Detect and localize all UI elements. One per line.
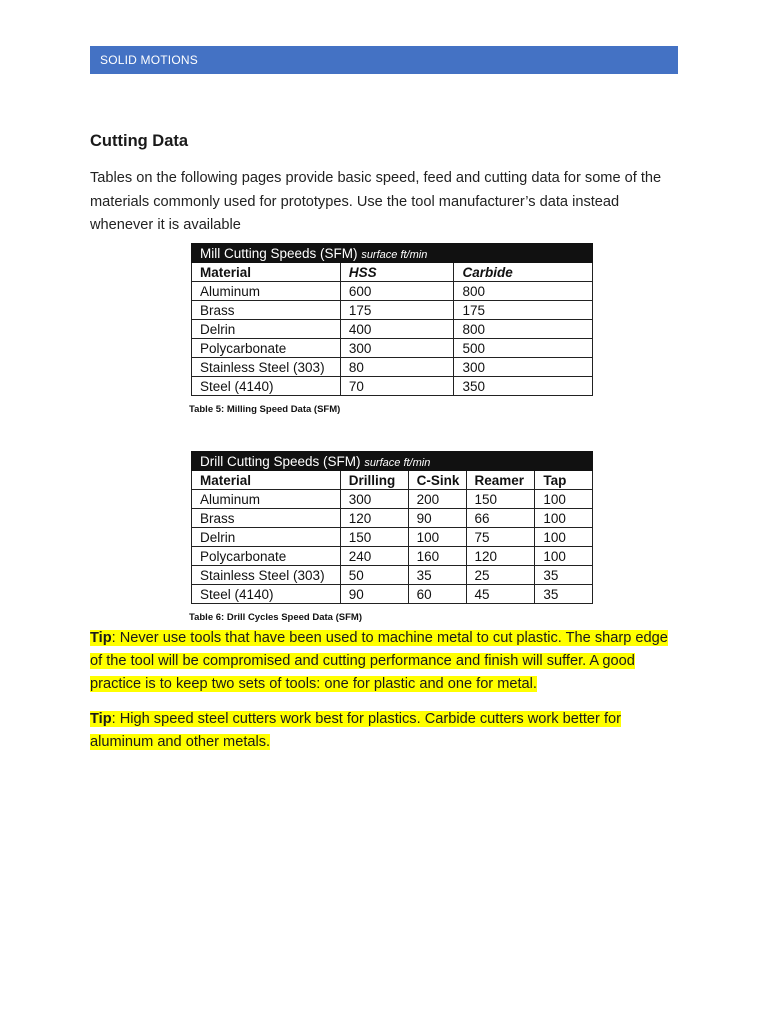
table-row: [192, 301, 593, 320]
table-cell: 300: [340, 339, 454, 358]
table-cell: Steel (4140): [192, 585, 341, 604]
table-cell: 175: [340, 301, 454, 320]
drill-speed-table: [191, 451, 593, 604]
table-subtitle: surface ft/min: [361, 248, 428, 261]
table-cell: 100: [535, 528, 593, 547]
column-header: Reamer: [466, 471, 535, 490]
table-caption: Table 5: Milling Speed Data (SFM): [189, 404, 341, 415]
table-cell: Delrin: [192, 320, 341, 339]
table-cell: Aluminum: [192, 490, 341, 509]
table-cell: 100: [535, 547, 593, 566]
table-title: Mill Cutting Speeds (SFM): [200, 245, 358, 261]
table-cell: 25: [466, 566, 535, 585]
header-label: SOLID MOTIONS: [100, 53, 198, 67]
table-cell: 200: [408, 490, 466, 509]
table-cell: 60: [408, 585, 466, 604]
table-cell: Brass: [192, 509, 341, 528]
column-header: Drilling: [340, 471, 408, 490]
table-cell: 50: [340, 566, 408, 585]
table-cell: Brass: [192, 301, 341, 320]
table-cell: 70: [340, 377, 454, 396]
intro-paragraph: Tables on the following pages provide basic speed, feed and cutting data for some of the materials commonly used for prototypes. Use the tool manufacturer’s data instead whenever it is available: [90, 170, 662, 233]
table-row: [192, 566, 593, 585]
table-cell: 300: [340, 490, 408, 509]
table-cell: Delrin: [192, 528, 341, 547]
table-cell: 45: [466, 585, 535, 604]
table-row: [192, 547, 593, 566]
table-cell: 120: [340, 509, 408, 528]
table-cell: 350: [454, 377, 593, 396]
tip-paragraph: [90, 627, 682, 697]
table-cell: 100: [535, 509, 593, 528]
table-cell: 90: [408, 509, 466, 528]
table-cell: 600: [340, 282, 454, 301]
tip-paragraph: [90, 708, 682, 754]
table-cell: 35: [408, 566, 466, 585]
table-cell: 35: [535, 566, 593, 585]
table-row: [192, 358, 593, 377]
table-row: [192, 377, 593, 396]
table-row: [192, 320, 593, 339]
table-subtitle: surface ft/min: [364, 456, 431, 469]
column-header: Material: [192, 263, 341, 282]
column-header: HSS: [340, 263, 454, 282]
table-cell: 400: [340, 320, 454, 339]
table-row: [192, 282, 593, 301]
table-cell: 800: [454, 282, 593, 301]
tip-label: Tip: [90, 711, 112, 727]
table-cell: Steel (4140): [192, 377, 341, 396]
table-cell: 500: [454, 339, 593, 358]
table-row: [192, 585, 593, 604]
column-header: Tap: [535, 471, 593, 490]
table-cell: Stainless Steel (303): [192, 358, 341, 377]
table-row: [192, 339, 593, 358]
column-header: Material: [192, 471, 341, 490]
table-cell: 160: [408, 547, 466, 566]
table-cell: Polycarbonate: [192, 547, 341, 566]
table-cell: 120: [466, 547, 535, 566]
table-title: Drill Cutting Speeds (SFM): [200, 453, 361, 469]
table-cell: 80: [340, 358, 454, 377]
column-header: C-Sink: [408, 471, 466, 490]
table-row: [192, 528, 593, 547]
table-cell: 150: [340, 528, 408, 547]
table-title-row: [192, 244, 593, 263]
table-cell: 150: [466, 490, 535, 509]
table-row: [192, 509, 593, 528]
tip-text: : High speed steel cutters work best for plastics. Carbide cutters work better for aluminum and other metals.: [90, 711, 621, 751]
table-cell: Stainless Steel (303): [192, 566, 341, 585]
table-cell: Polycarbonate: [192, 339, 341, 358]
tip-text: : Never use tools that have been used to machine metal to cut plastic. The sharp edge of the tool will be compromised and cutting performance and finish will suffer. A good practice is to keep two sets of tools: one for plastic and one for metal.: [90, 630, 668, 693]
table-cell: 66: [466, 509, 535, 528]
table-cell: 100: [408, 528, 466, 547]
table-title-row: [192, 452, 593, 471]
table-cell: 35: [535, 585, 593, 604]
table-cell: 800: [454, 320, 593, 339]
table-cell: Aluminum: [192, 282, 341, 301]
mill-speed-table: [191, 243, 593, 396]
table-cell: 90: [340, 585, 408, 604]
table-header-row: [192, 471, 593, 490]
header-bar: [90, 46, 678, 74]
section-title: Cutting Data: [90, 132, 189, 150]
table-cell: 300: [454, 358, 593, 377]
table-cell: 100: [535, 490, 593, 509]
table-cell: 75: [466, 528, 535, 547]
table-row: [192, 490, 593, 509]
table-cell: 240: [340, 547, 408, 566]
tip-label: Tip: [90, 630, 112, 646]
table-header-row: [192, 263, 593, 282]
table-caption: Table 6: Drill Cycles Speed Data (SFM): [189, 612, 362, 623]
table-cell: 175: [454, 301, 593, 320]
column-header: Carbide: [454, 263, 593, 282]
